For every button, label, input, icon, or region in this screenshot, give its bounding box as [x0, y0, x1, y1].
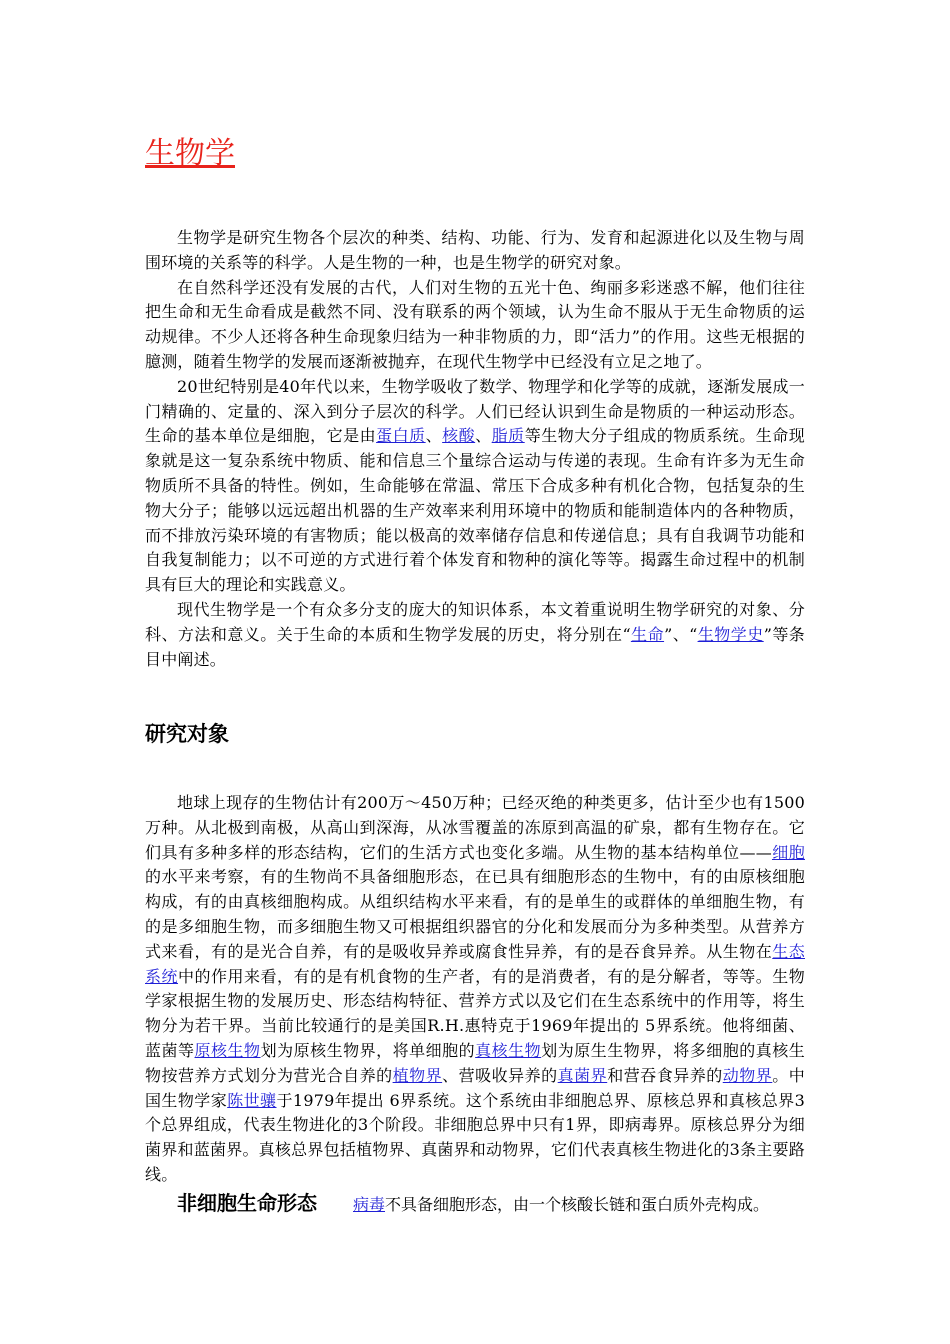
text-run: 现代生物学是一个有众多分支的庞大的知识体系，本文着重说明生物学研究的对象、分科、方法和意义。关于生命的本质和生物学发展的历史，将分别在“: [145, 599, 805, 644]
link-eukaryote[interactable]: 真核生物: [475, 1040, 542, 1060]
text-run: 于1979年提出 6界系统。这个系统由非细胞总界、原核总界和真核总界3个总界组成，代表生物进化的3个阶段。非细胞总界中只有1界，即病毒界。原核总界分为细菌界和蓝菌界。真核总界包括植物界、真菌界和动物界，它们代表真核生物进化的3条主要路线。: [145, 1090, 805, 1184]
link-chen-shixiang[interactable]: 陈世骧: [227, 1090, 277, 1110]
intro-paragraph-2: 在自然科学还没有发展的古代，人们对生物的五光十色、绚丽多彩迷惑不解，他们往往把生命和无生命看成是截然不同、没有联系的两个领域，认为生命不服从于无生命物质的运动规律。不少人还将各种生命现象归结为一种非物质的力，即“活力”的作用。这些无根据的臆测，随着生物学的发展而逐渐被抛弃，在现代生物学中已经没有立足之地了。: [145, 277, 805, 371]
text-run: 不具备细胞形态，由一个核酸长链和蛋白质外壳构成。: [385, 1195, 770, 1214]
link-plant-kingdom[interactable]: 植物界: [392, 1065, 443, 1085]
text-run: 划为原生生物界，将多细胞的真核生物按营养方式划分为营光合自养的: [145, 1040, 805, 1085]
research-object-paragraph: [145, 791, 805, 1188]
intro-paragraph-1: 生物学是研究生物各个层次的种类、结构、功能、行为、发育和起源进化以及生物与周围环境的关系等的科学。人是生物的一种，也是生物学的研究对象。: [145, 228, 805, 272]
link-animal-kingdom[interactable]: 动物界: [722, 1065, 773, 1085]
text-run: 。中国生物学家: [145, 1065, 805, 1110]
text-run: 中的作用来看，有的是有机食物的生产者，有的是消费者，有的是分解者，等等。生物学家根据生物的发展历史、形态结构特征、营养方式以及它们在生态系统中的作用等，将生物分为若干界。当前比较通行的是美国R.H.惠特克于1969年提出的 5界系统。他将细菌、蓝菌等: [145, 966, 805, 1060]
intro-paragraph-4: [145, 598, 805, 672]
text-run: 和营吞食异养的: [607, 1065, 723, 1085]
link-life[interactable]: 生命: [630, 624, 665, 644]
text-run: 划为原核生物界，将单细胞的: [260, 1040, 476, 1060]
subsection-heading: 非细胞生命形态: [177, 1191, 317, 1215]
text-run: 20世纪特别是40年代以来，生物学吸收了数学、物理学和化学等的成就，逐渐发展成一门精确的、定量的、深入到分子层次的科学。人们已经认识到生命是物质的一种运动形态。生命的基本单位是细胞，它是由: [145, 376, 805, 446]
page-title[interactable]: 生物学: [145, 136, 235, 171]
text-run: 地球上现存的生物估计有200万～450万种；已经灭绝的种类更多，估计至少也有1500万种。从北极到南极，从高山到深海，从冰雪覆盖的冻原到高温的矿泉，都有生物存在。它们具有多种多样的形态结构，它们的生活方式也变化多端。从生物的基本结构单位——: [145, 793, 805, 862]
text-run: 等生物大分子组成的物质系统。生命现象就是这一复杂系统中物质、能和信息三个量综合运动与传递的表现。生命有许多为无生命物质所不具备的特性。例如，生命能够在常温、常压下合成多种有机化合物，包括复杂的生物大分子；能够以远远超出机器的生产效率来利用环境中的物质和能制造体内的各种物质，而不排放污染环境的有害物质；能以极高的效率储存信息和传递信息；具有自我调节功能和自我复制能力；以不可逆的方式进行着个体发育和物种的演化等等。揭露生命过程中的机制具有巨大的理论和实践意义。: [145, 426, 805, 595]
link-lipid[interactable]: 脂质: [491, 426, 525, 446]
text-run: 、: [475, 426, 492, 446]
intro-section: [145, 226, 805, 672]
link-fungi-kingdom[interactable]: 真菌界: [557, 1065, 608, 1085]
text-run: 、: [425, 426, 443, 446]
link-cell[interactable]: 细胞: [771, 842, 805, 862]
text-run: 、营吸收异养的: [442, 1065, 558, 1085]
link-prokaryote[interactable]: 原核生物: [194, 1040, 261, 1060]
link-nucleic-acid[interactable]: 核酸: [442, 426, 476, 446]
non-cellular-life-section: [145, 1190, 805, 1218]
link-biology-history[interactable]: 生物学史: [697, 624, 764, 644]
section-heading-research-object: 研究对象: [145, 722, 229, 746]
text-run: ”、“: [664, 624, 698, 644]
link-protein[interactable]: 蛋白质: [376, 426, 426, 446]
text-run: 的水平来考察，有的生物尚不具备细胞形态，在已具有细胞形态的生物中，有的由原核细胞构成，有的由真核细胞构成。从组织结构水平来看，有的是单生的或群体的单细胞生物，有的是多细胞生物，而多细胞生物又可根据组织器官的分化和发展而分为多种类型。从营养方式来看，有的是光合自养，有的是吸收异养或腐食性异养，有的是吞食异养。从生物在: [145, 867, 805, 961]
research-object-section: [145, 791, 805, 1188]
text-run: ”等条目中阐述。: [145, 624, 805, 669]
link-virus[interactable]: 病毒: [353, 1195, 386, 1214]
link-ecosystem[interactable]: 生态系统: [145, 941, 805, 986]
intro-paragraph-3: [145, 375, 805, 598]
